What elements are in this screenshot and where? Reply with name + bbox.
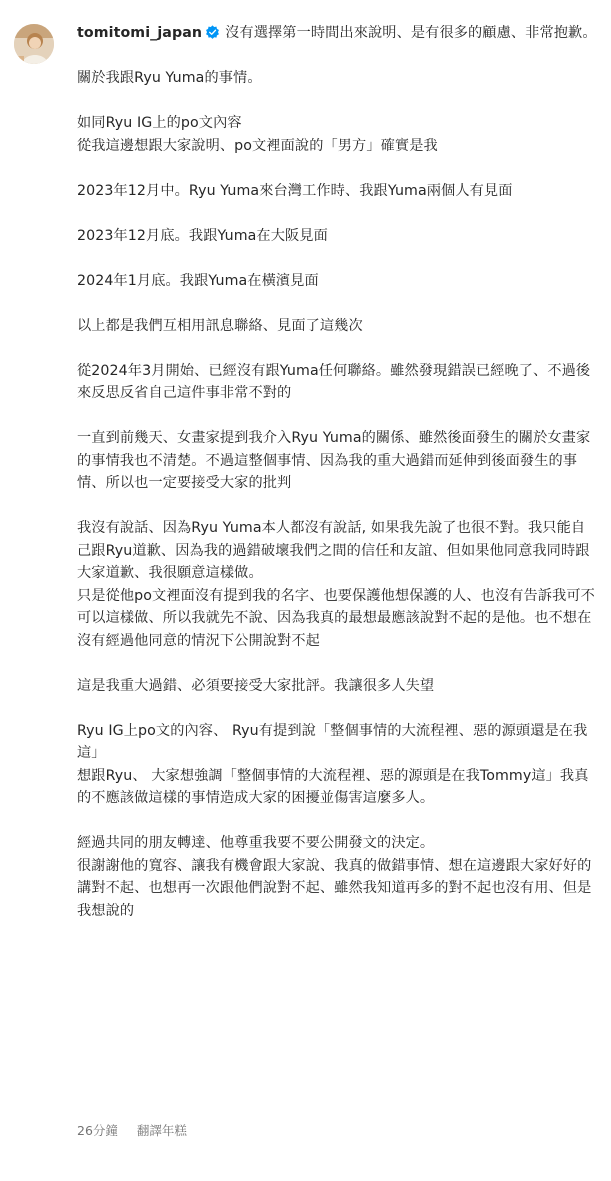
avatar-image <box>14 24 54 64</box>
caption-paragraph-6: 以上都是我們互相用訊息聯絡、見面了這幾次 <box>77 317 363 334</box>
caption-paragraph-8: 一直到前幾天、女畫家提到我介入Ryu Yuma的關係、雖然後面發生的關於女畫家的事情我也不清楚。不過這整個事情、因為我的重大過錯而延伸到後面發生的事情、所以也一定要接受大家的批判 <box>77 430 591 491</box>
caption-paragraph-2: 如同Ryu IG上的po文內容 從我這邊想跟大家說明、po文裡面說的「男方」確實是我 <box>77 115 438 154</box>
post-meta <box>77 1122 187 1140</box>
caption-paragraph-11: Ryu IG上po文的內容、 Ryu有提到說「整個事情的大流程裡、惡的源頭還是在我這」 想跟Ryu、 大家想強調「整個事情的大流程裡、惡的源頭是在我Tommy這」我真的不應該做這樣的事情造成大家的困擾並傷害這麼多人。 <box>77 722 589 806</box>
verified-badge-icon <box>205 25 220 40</box>
caption-paragraph-3: 2023年12月中。Ryu Yuma來台灣工作時、我跟Yuma兩個人有見面 <box>77 182 513 199</box>
caption-paragraph-10: 這是我重大過錯、必須要接受大家批評。我讓很多人失望 <box>77 677 435 694</box>
caption-first-line: 沒有選擇第一時間出來說明、是有很多的顧慮、非常抱歉。 <box>225 25 597 41</box>
caption-first-paragraph <box>77 22 597 45</box>
caption-paragraph-7: 從2024年3月開始、已經沒有跟Yuma任何聯絡。雖然發現錯誤已經晚了、不過後來反思反省自己這件事非常不對的 <box>77 362 591 401</box>
post-caption <box>77 22 597 945</box>
post-timestamp: 26分鐘 <box>77 1123 118 1138</box>
caption-paragraph-5: 2024年1月底。我跟Yuma在橫濱見面 <box>77 272 319 289</box>
translate-button[interactable]: 翻譯年糕 <box>136 1123 187 1138</box>
caption-paragraph-12: 經過共同的朋友轉達、他尊重我要不要公開發文的決定。 很謝謝他的寬容、讓我有機會跟大家說、我真的做錯事情、想在這邊跟大家好好的講對不起、也想再一次跟他們說對不起、雖然我知道再多的對不起也沒有用、但是我想說的 <box>77 835 592 919</box>
caption-paragraph-4: 2023年12月底。我跟Yuma在大阪見面 <box>77 227 328 244</box>
caption-paragraph-1: 關於我跟Ryu Yuma的事情。 <box>77 70 262 86</box>
username-link[interactable]: tomitomi_japan <box>77 25 203 41</box>
caption-paragraph-9: 我沒有說話、因為Ryu Yuma本人都沒有說話, 如果我先說了也很不對。我只能自己跟Ryu道歉、因為我的過錯破壞我們之間的信任和友誼、但如果他同意我同時跟大家道歉、我很願意這樣做。 只是從他po文裡面沒有提到我的名字、也要保護他想保護的人、也沒有告訴我可不可以這樣做、所以我就先不說、因為我真的最想最應該說對不起的是他。也不想在沒有經過他同意的情況下公開說對不起 <box>77 520 595 649</box>
avatar[interactable] <box>14 24 54 64</box>
